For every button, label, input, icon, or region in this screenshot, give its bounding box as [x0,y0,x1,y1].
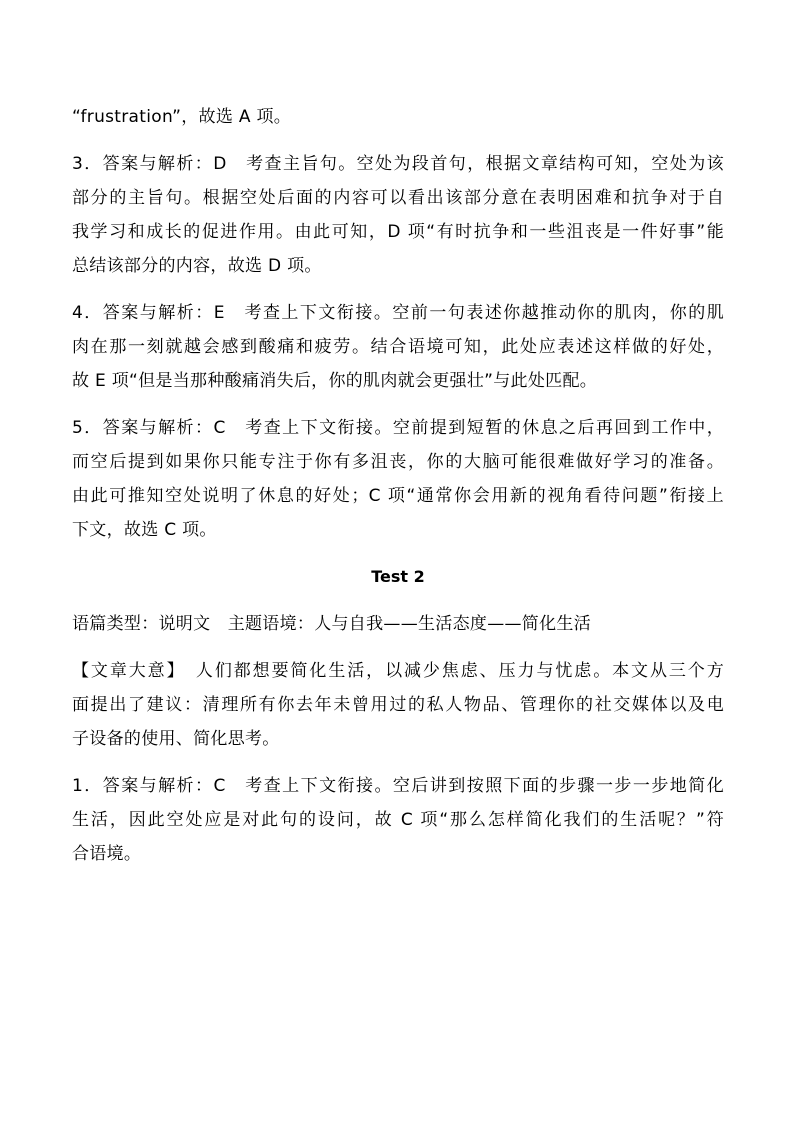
text-line: 合语境。 [72,844,142,864]
paragraph-answer-5 [72,411,724,547]
paragraph-frustration [72,100,724,134]
text-line: 故 E 项“但是当那种酸痛消失后，你的肌肉就会更强壮”与此处匹配。 [72,371,598,391]
text-line: 下文，故选 C 项。 [72,520,217,540]
text-line: 4．答案与解析：E 考查上下文衔接。空前一句表述你越推动你的肌肉，你的肌 [72,303,724,323]
paragraph-test2-answer-1 [72,769,724,871]
paragraph-summary [72,654,724,756]
text-line: 生活，因此空处应是对此句的设问，故 C 项“那么怎样简化我们的生活呢？”符 [72,810,724,830]
text-line: 肉在那一刻就越会感到酸痛和疲劳。结合语境可知，此处应表述这样做的好处， [72,337,724,357]
text-line: 1．答案与解析：C 考查上下文衔接。空后讲到按照下面的步骤一步一步地简化 [72,776,724,796]
section-heading [72,560,724,594]
paragraph-answer-4 [72,296,724,398]
text-line: 【文章大意】 人们都想要简化生活，以减少焦虑、压力与忧虑。本文从三个方 [72,661,724,681]
text-line: 5．答案与解析：C 考查上下文衔接。空前提到短暂的休息之后再回到工作中， [72,418,724,438]
text-line: 子设备的使用、简化思考。 [72,729,280,749]
paragraph-text-type [72,607,724,641]
paragraph-answer-3 [72,147,724,283]
text-line: 部分的主旨句。根据空处后面的内容可以看出该部分意在表明困难和抗争对于自 [72,188,724,208]
text-line: 而空后提到如果你只能专注于你有多沮丧，你的大脑可能很难做好学习的准备。 [72,452,724,472]
text-line: 面提出了建议：清理所有你去年未曾用过的私人物品、管理你的社交媒体以及电 [72,695,724,715]
text-line: 3．答案与解析：D 考查主旨句。空处为段首句，根据文章结构可知，空处为该 [72,154,724,174]
text-line: 总结该部分的内容，故选 D 项。 [72,256,322,276]
text-line: 由此可推知空处说明了休息的好处；C 项“通常你会用新的视角看待问题”衔接上 [72,486,724,506]
document-page [72,100,724,884]
text-line: 语篇类型：说明文 主题语境：人与自我——生活态度——简化生活 [72,614,591,634]
text-line: 我学习和成长的促进作用。由此可知，D 项“有时抗争和一些沮丧是一件好事”能 [72,222,724,242]
heading-test-2: Test 2 [371,567,425,586]
text-line: “frustration”，故选 A 项。 [72,107,292,127]
